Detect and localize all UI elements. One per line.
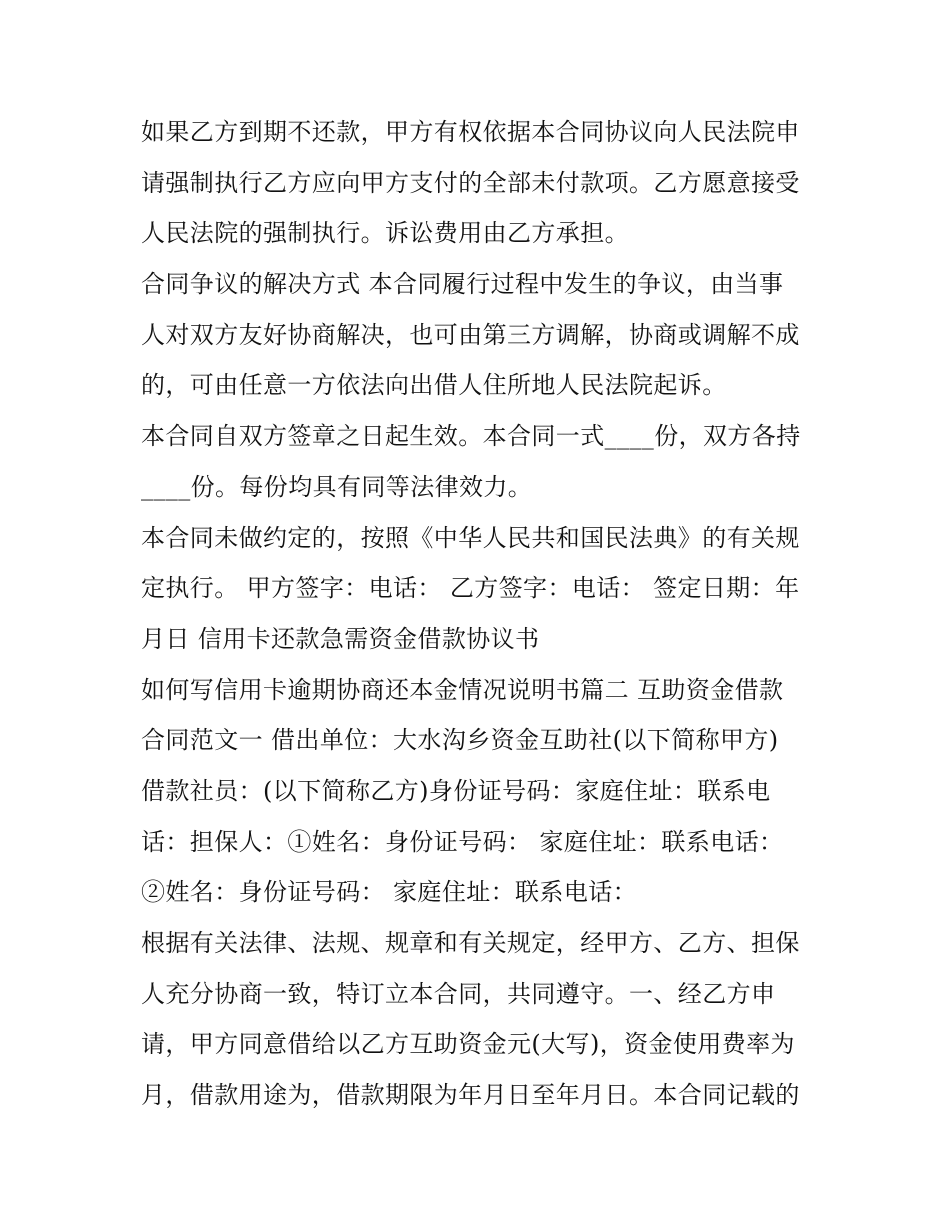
text-line: 定执行。 甲方签字：电话： 乙方签字：电话： 签定日期：年 xyxy=(141,574,800,603)
text-line: 人民法院的强制执行。诉讼费用由乙方承担。 xyxy=(141,219,629,248)
text-line: 本合同未做约定的，按照《中华人民共和国民法典》的有关规 xyxy=(141,523,800,552)
text-line: 请强制执行乙方应向甲方支付的全部未付款项。乙方愿意接受 xyxy=(141,168,800,197)
text-line: 合同范文一 借出单位：大水沟乡资金互助社(以下简称甲方) xyxy=(141,726,779,755)
document-body xyxy=(141,107,821,1121)
text-line: 人对双方友好协商解决，也可由第三方调解，协商或调解不成 xyxy=(141,320,800,349)
text-line: 请，甲方同意借给以乙方互助资金元(大写)，资金使用费率为 xyxy=(141,1030,795,1059)
text-line: 月日 信用卡还款急需资金借款协议书 xyxy=(141,624,540,653)
paragraph-signatures xyxy=(141,513,821,665)
text-line: 根据有关法律、法规、规章和有关规定，经甲方、乙方、担保 xyxy=(141,929,800,957)
text-line: 本合同自双方签章之日起生效。本合同一式____份，双方各持 xyxy=(141,422,801,451)
paragraph-default-enforcement xyxy=(141,107,821,259)
paragraph-contract-terms xyxy=(141,918,821,1121)
paragraph-mutual-aid-contract-header xyxy=(141,665,821,918)
text-line: ②姓名：身份证号码： 家庭住址：联系电话： xyxy=(141,878,638,907)
paragraph-effectiveness xyxy=(141,411,821,512)
text-line: 人充分协商一致，特订立本合同，共同遵守。一、经乙方申 xyxy=(141,979,776,1008)
text-line: 如何写信用卡逾期协商还本金情况说明书篇二 互助资金借款 xyxy=(141,675,784,704)
text-line: ____份。每份均具有同等法律效力。 xyxy=(141,472,533,501)
paragraph-dispute-resolution xyxy=(141,259,821,411)
text-line: 合同争议的解决方式 本合同履行过程中发生的争议，由当事 xyxy=(141,270,784,299)
text-line: 如果乙方到期不还款，甲方有权依据本合同协议向人民法院申 xyxy=(141,118,800,146)
text-line: 借款社员：(以下简称乙方)身份证号码：家庭住址：联系电 xyxy=(141,776,771,805)
text-line: 话：担保人：①姓名：身份证号码： 家庭住址：联系电话： xyxy=(141,827,784,856)
text-line: 的，可由任意一方依法向出借人住所地人民法院起诉。 xyxy=(141,371,727,400)
text-line: 月，借款用途为，借款期限为年月日至年月日。本合同记载的 xyxy=(141,1081,800,1110)
